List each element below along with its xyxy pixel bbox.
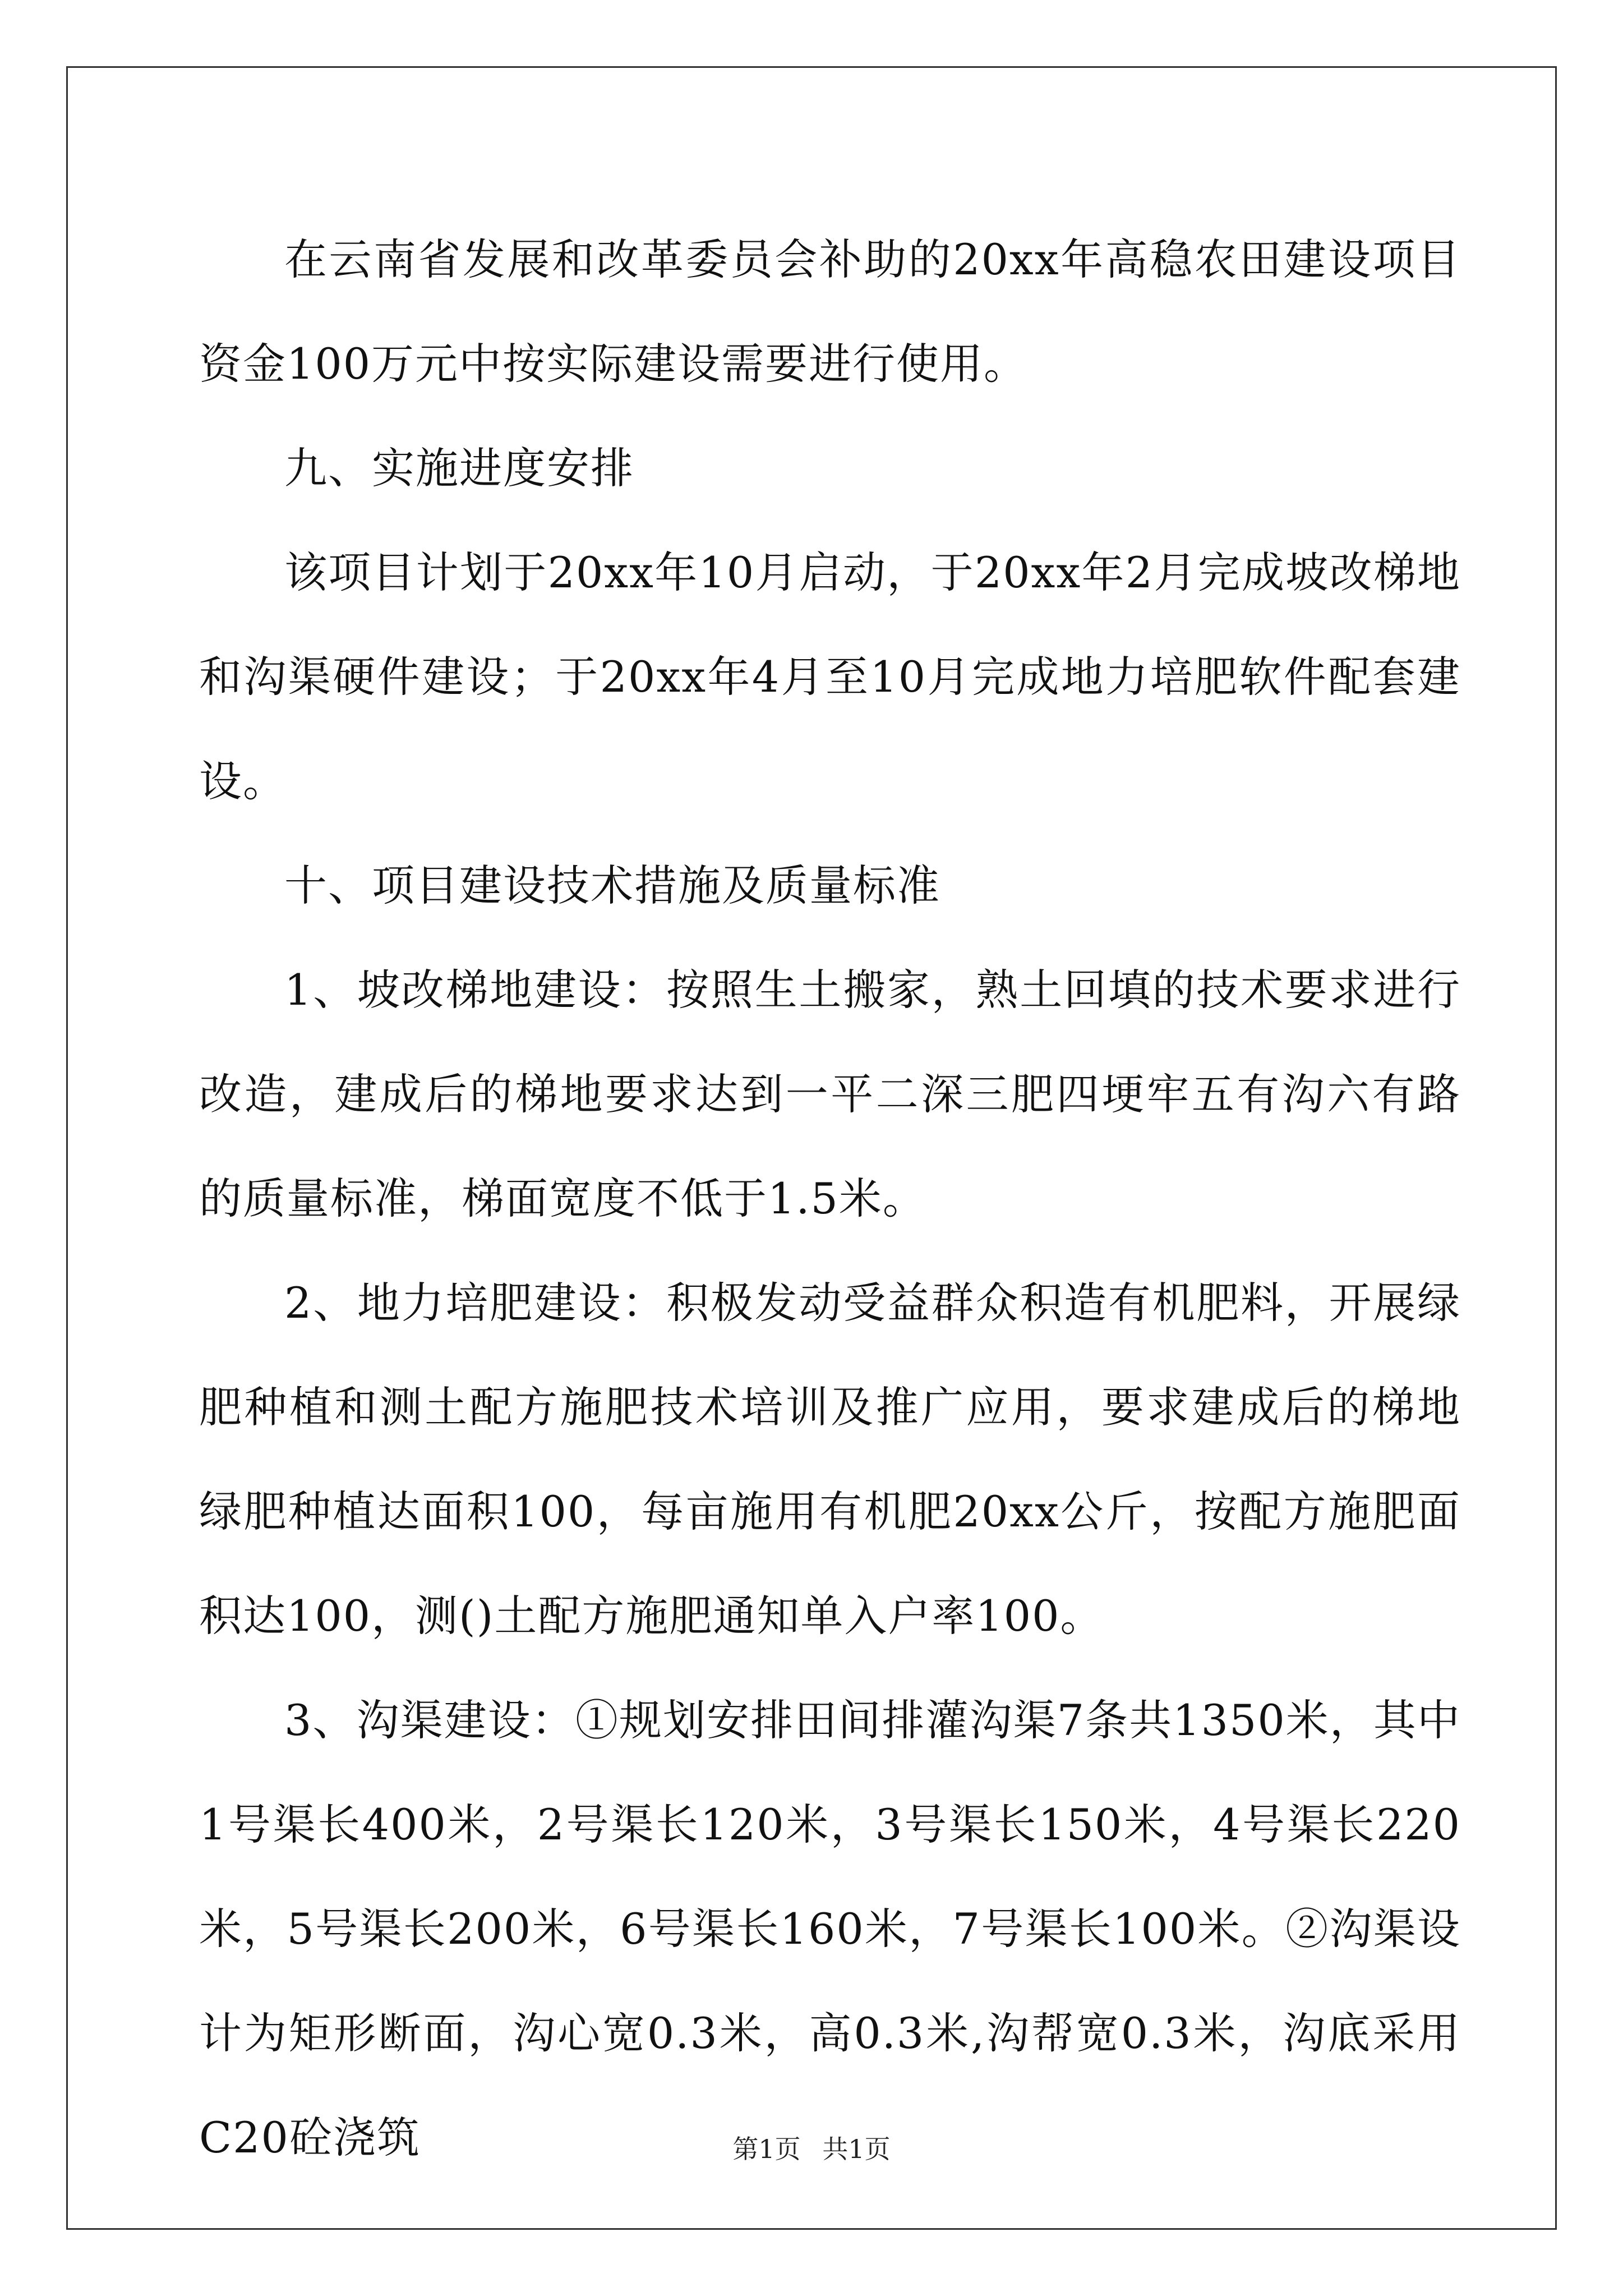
paragraph-funding: 在云南省发展和改革委员会补助的20xx年高稳农田建设项目资金100万元中按实际建设需要进行使用。 bbox=[199, 234, 1461, 389]
page-footer bbox=[0, 2129, 1623, 2166]
paragraph-terrace-construction: 1、坡改梯地建设：按照生土搬家，熟土回填的技术要求进行改造，建成后的梯地要求达到一平二深三肥四埂牢五有沟六有路的质量标准，梯面宽度不低于1.5米。 bbox=[199, 965, 1461, 1223]
paragraph-canal-construction: 3、沟渠建设：①规划安排田间排灌沟渠7条共1350米，其中1号渠长400米，2号渠长120米，3号渠长150米，4号渠长220米，5号渠长200米，6号渠长160米，7号渠长100米。②沟渠设计为矩形断面，沟心宽0.3米，高0.3米,沟帮宽0.3米，沟底采用C20砼浇筑 bbox=[199, 1695, 1461, 2162]
document-body bbox=[199, 208, 1461, 2190]
paragraph-soil-fertility: 2、地力培肥建设：积极发动受益群众积造有机肥料，开展绿肥种植和测土配方施肥技术培训及推广应用，要求建成后的梯地绿肥种植达面积100，每亩施用有机肥20xx公斤，按配方施肥面积达100，测()土配方施肥通知单入户率100。 bbox=[199, 1278, 1461, 1641]
section-heading-schedule: 九、实施进度安排 bbox=[284, 443, 634, 493]
page-number-current: 第1页 bbox=[732, 2134, 801, 2164]
paragraph-schedule: 该项目计划于20xx年10月启动，于20xx年2月完成坡改梯地和沟渠硬件建设；于20xx年4月至10月完成地力培肥软件配套建设。 bbox=[199, 547, 1461, 806]
section-heading-technical-measures: 十、项目建设技术措施及质量标准 bbox=[284, 861, 940, 910]
page-number-total: 共1页 bbox=[822, 2134, 891, 2164]
